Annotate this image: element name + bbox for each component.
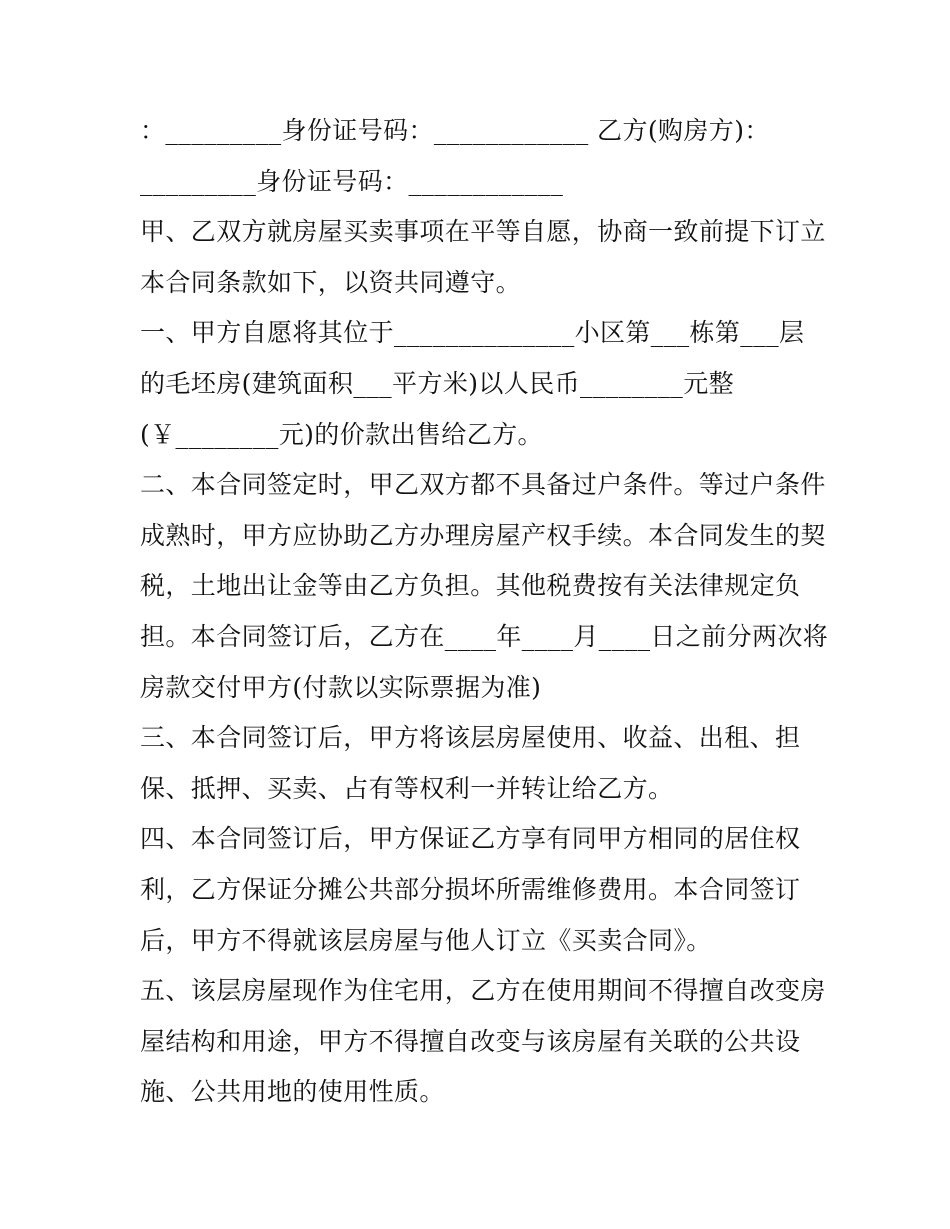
text-line-clause-2e: 房款交付甲方(付款以实际票据为准)	[140, 672, 542, 702]
contract-body	[140, 106, 830, 1118]
text-line-clause-1b: 的毛坯房(建筑面积___平方米)以人民币________元整	[140, 368, 735, 398]
text-line-party-a-id: ：_________身份证号码：____________ 乙方(购房方)：	[140, 116, 770, 145]
text-line-preamble-2: 本合同条款如下，以资共同遵守。	[140, 267, 522, 297]
text-line-party-b-id: _________身份证号码：____________	[140, 166, 564, 196]
text-line-clause-2c: 税，土地出让金等由乙方负担。其他税费按有关法律规定负	[140, 571, 801, 601]
text-line-clause-2a: 二、本合同签定时，甲乙双方都不具备过户条件。等过户条件	[140, 470, 826, 500]
text-line-clause-1a: 一、甲方自愿将其位于______________小区第___栋第___层	[140, 318, 805, 348]
text-line-clause-3a: 三、本合同签订后，甲方将该层房屋使用、收益、出租、担	[140, 723, 801, 753]
text-line-clause-4a: 四、本合同签订后，甲方保证乙方享有同甲方相同的居住权	[140, 824, 801, 854]
text-line-clause-4c: 后，甲方不得就该层房屋与他人订立《买卖合同》。	[140, 925, 712, 955]
text-line-clause-5a: 五、该层房屋现作为住宅用，乙方在使用期间不得擅自改变房	[140, 976, 826, 1006]
text-line-clause-2d: 担。本合同签订后，乙方在____年____月____日之前分两次将	[140, 621, 829, 651]
text-line-clause-1c: (￥________元)的价款出售给乙方。	[140, 419, 543, 449]
text-line-clause-4b: 利，乙方保证分摊公共部分损坏所需维修费用。本合同签订	[140, 874, 801, 904]
text-line-clause-5b: 屋结构和用途，甲方不得擅自改变与该房屋有关联的公共设	[140, 1026, 801, 1056]
text-line-preamble-1: 甲、乙双方就房屋买卖事项在平等自愿，协商一致前提下订立	[140, 217, 826, 247]
text-line-clause-2b: 成熟时，甲方应协助乙方办理房屋产权手续。本合同发生的契	[140, 520, 826, 550]
text-line-clause-5c: 施、公共用地的使用性质。	[140, 1077, 445, 1107]
text-line-clause-3b: 保、抵押、买卖、占有等权利一并转让给乙方。	[140, 773, 674, 803]
